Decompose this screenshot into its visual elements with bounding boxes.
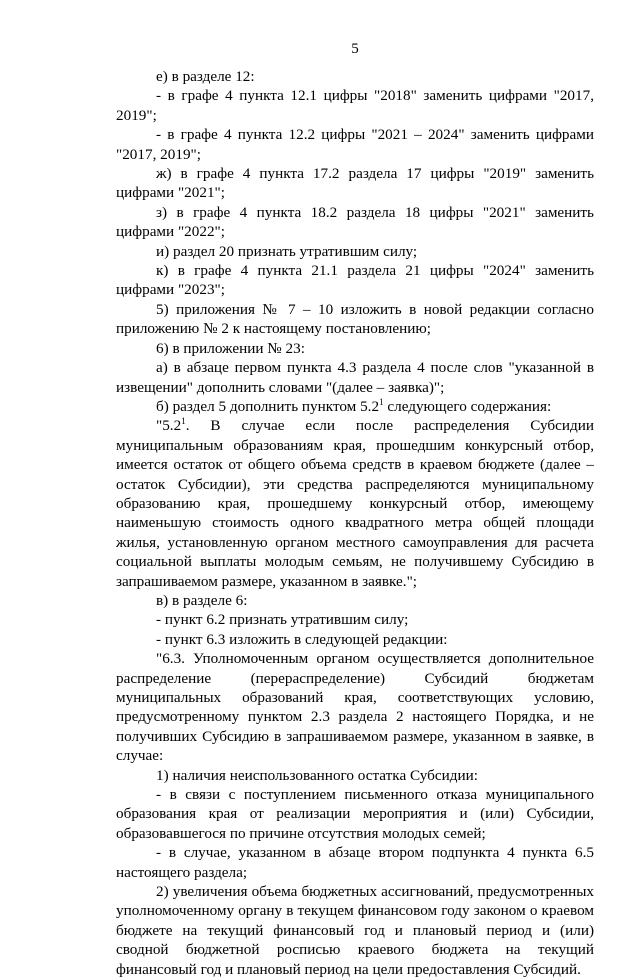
paragraph-item-5-2-1 xyxy=(116,416,594,591)
paragraph-5-appendices: 5) приложения № 7 – 10 изложить в новой редакции согласно приложению № 2 к настоящему постановлению; xyxy=(116,300,594,338)
text-run: . В случае если после распределения Субсидии муниципальным образованиям края, прошедшим конкурсный отбор, имеется остаток от общего объема средств в краевом бюджете (далее – остаток Субсидии), эти средства распределяются муниципальному образованию края, прошедшему конкурсный отбор, имеющему наименьшую стоимость одного квадратного метра общей площади жилья, установленную органом местного самоуправления для расчета социальной выплаты молодым семьям, не получившему Субсидию в запрашиваемом размере, указанном в заявке."; xyxy=(116,417,594,590)
paragraph-k-item-21-1: к) в графе 4 пункта 21.1 раздела 21 цифры "2024" заменить цифрами "2023"; xyxy=(116,262,594,299)
paragraph-item-6-3: "6.3. Уполномоченным органом осуществляется дополнительное распределение (перераспределение) Субсидий бюджетам муниципальных образований края, соответствующих условию, предусмотренному пунктом 2.3 раздела 2 настоящего Порядка, и не получивших Субсидию в запрашиваемом размере, указанном в заявке, в случае: xyxy=(116,650,594,765)
paragraph-subitem-2: 2) увеличения объема бюджетных ассигнований, предусмотренных уполномоченному органу в текущем финансовом году законом о краевом бюджете на текущий финансовый год и плановый период и (или) сводной бюджетной росписью краевого бюджета на текущий финансовый год и плановый период на цели предоставления Субсидий. xyxy=(116,883,594,978)
superscript: 1 xyxy=(181,416,186,427)
text-run: "5.2 xyxy=(156,417,182,435)
paragraph-item-12-2: - в графе 4 пункта 12.2 цифры "2021 – 2024" заменить цифрами "2017, 2019"; xyxy=(116,126,594,163)
document-body xyxy=(116,67,594,979)
paragraph-zh-item-17-2: ж) в графе 4 пункта 17.2 раздела 17 цифры "2019" заменить цифрами "2021"; xyxy=(116,165,594,202)
paragraph-written-refusal: - в связи с поступлением письменного отказа муниципального образования края от реализации мероприятия и (или) Субсидии, образовавшегося по причине отсутствия молодых семей; xyxy=(116,786,594,842)
paragraph-b-section-5 xyxy=(116,397,594,416)
superscript: 1 xyxy=(379,396,384,407)
paragraph-z-item-18-2: з) в графе 4 пункта 18.2 раздела 18 цифры "2021" заменить цифрами "2022"; xyxy=(116,203,594,241)
paragraph-subitem-1: 1) наличия неиспользованного остатка Субсидии: xyxy=(156,766,478,784)
text-run: б) раздел 5 дополнить пунктом 5.2 xyxy=(156,397,380,415)
paragraph-a-item-4-3: а) в абзаце первом пункта 4.3 раздела 4 после слов "указанной в извещении" дополнить словами "(далее – заявка)"; xyxy=(116,359,594,396)
paragraph-v-section-6: в) в разделе 6: xyxy=(156,591,248,609)
paragraph-item-12-1: - в графе 4 пункта 12.1 цифры "2018" заменить цифрами "2017, 2019"; xyxy=(116,87,594,124)
paragraph-case-6-5: - в случае, указанном в абзаце втором подпункта 4 пункта 6.5 настоящего раздела; xyxy=(116,844,594,881)
page-number: 5 xyxy=(351,41,359,57)
paragraph-i-section-20: и) раздел 20 признать утратившим силу; xyxy=(156,242,418,260)
paragraph-item-6-3-intro: - пункт 6.3 изложить в следующей редакции: xyxy=(156,630,448,648)
paragraph-item-6-2: - пункт 6.2 признать утратившим силу; xyxy=(156,611,409,629)
text-run: следующего содержания: xyxy=(383,397,552,415)
paragraph-e-section-12: е) в разделе 12: xyxy=(156,68,255,85)
paragraph-6-appendix-23: 6) в приложении № 23: xyxy=(156,339,305,357)
